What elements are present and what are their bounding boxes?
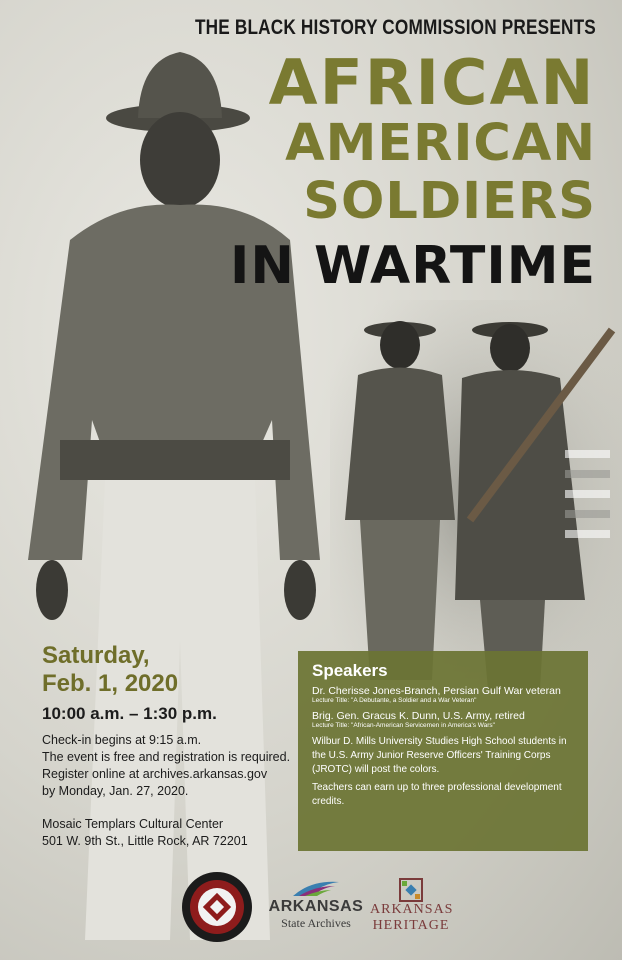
event-details bbox=[42, 642, 302, 850]
speakers-heading: Speakers bbox=[312, 661, 388, 680]
title-line-4: IN WARTIME bbox=[229, 236, 596, 296]
heritage-line1: ARKANSAS bbox=[370, 902, 454, 917]
register-text: Register online at archives.arkansas.gov bbox=[42, 767, 268, 781]
state-archives-logo bbox=[268, 878, 364, 931]
speaker-1-name: Dr. Cherisse Jones-Branch, Persian Gulf War veteran bbox=[312, 685, 561, 697]
arkansas-heritage-logo bbox=[370, 878, 452, 934]
event-time: 10:00 a.m. – 1:30 p.m. bbox=[42, 704, 217, 723]
heritage-line2: HERITAGE bbox=[372, 918, 450, 933]
archives-line1: ARKANSAS bbox=[268, 898, 364, 915]
deadline-text: by Monday, Jan. 27, 2020. bbox=[42, 784, 189, 798]
credits-note: Teachers can earn up to three professional development credits. bbox=[312, 782, 562, 807]
event-day: Saturday, bbox=[42, 642, 150, 669]
title-line-1: AFRICAN bbox=[269, 46, 596, 119]
archives-swoosh-icon bbox=[291, 878, 341, 898]
checkin-text: Check-in begins at 9:15 a.m. bbox=[42, 733, 202, 747]
title-line-3: SOLDIERS bbox=[303, 172, 596, 231]
presenter-line: THE BLACK HISTORY COMMISSION PRESENTS bbox=[195, 16, 596, 39]
speaker-2-name: Brig. Gen. Gracus K. Dunn, U.S. Army, retired bbox=[312, 710, 525, 722]
heritage-quilt-icon bbox=[399, 878, 423, 902]
free-text: The event is free and registration is required. bbox=[42, 750, 291, 764]
venue-name: Mosaic Templars Cultural Center bbox=[42, 817, 224, 831]
venue-address: 501 W. 9th St., Little Rock, AR 72201 bbox=[42, 834, 248, 848]
venue bbox=[42, 816, 302, 850]
title-line-2: AMERICAN bbox=[285, 114, 596, 173]
speaker-2-lecture: Lecture Title: "African-American Servicemen in America's Wars" bbox=[312, 722, 495, 729]
speakers-panel bbox=[298, 651, 588, 851]
sponsor-logos bbox=[0, 870, 622, 960]
speaker-1-lecture: Lecture Title: "A Debutante, a Soldier and a War Veteran" bbox=[312, 697, 477, 704]
archives-line2: State Archives bbox=[281, 916, 351, 930]
commission-seal-icon bbox=[180, 870, 254, 944]
jrotc-note: Wilbur D. Mills University Studies High School students in the U.S. Army Junior Reserve Officers' Training Corps (JROTC) will post the colors. bbox=[312, 736, 567, 775]
event-date: Feb. 1, 2020 bbox=[42, 670, 179, 697]
event-info bbox=[42, 732, 302, 800]
